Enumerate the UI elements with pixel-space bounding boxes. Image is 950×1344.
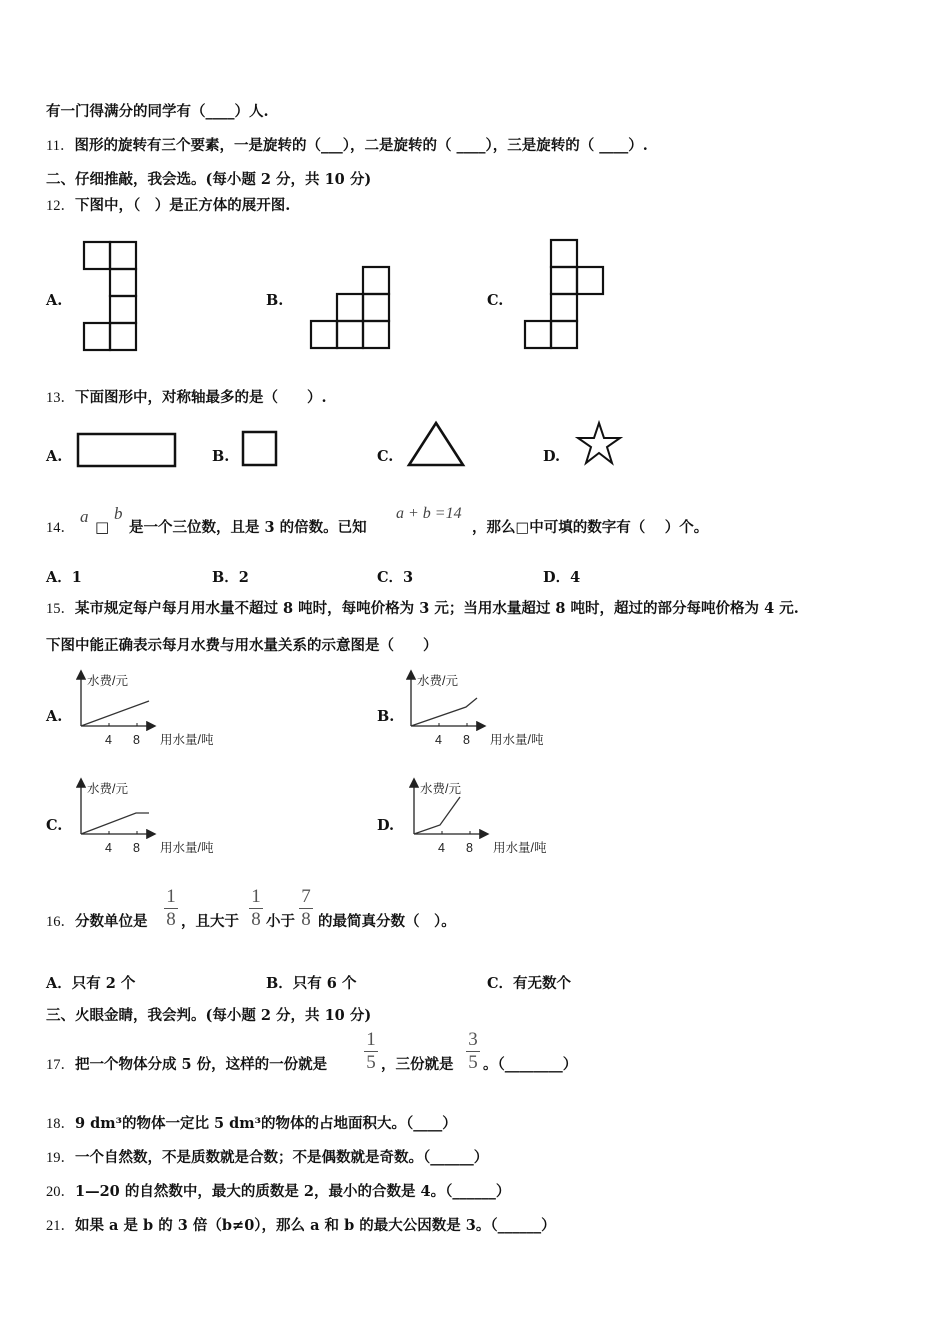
question-number: 19．	[46, 1150, 75, 1166]
question-text: 下面图形中，对称轴最多的是（ ）.	[75, 389, 327, 406]
tick-8: 8	[463, 733, 470, 747]
fraction-one-fifth: 1 5	[364, 1030, 378, 1073]
graph-d	[405, 776, 555, 860]
q16-text-2: ，且大于	[181, 913, 239, 930]
y-axis-label: 水费/元	[417, 674, 458, 688]
section-3-heading: 三、火眼金睛，我会判。(每小题 2 分，共 10 分)	[46, 1007, 372, 1024]
square-icon	[241, 430, 279, 468]
triangle-icon	[406, 420, 466, 468]
question-21	[46, 1216, 556, 1236]
section-2-heading: 二、仔细推敲，我会选。(每小题 2 分，共 10 分)	[46, 171, 372, 188]
question-number: 20．	[46, 1184, 75, 1200]
question-19	[46, 1148, 488, 1168]
rectangle-icon	[76, 432, 178, 468]
y-axis-label: 水费/元	[420, 782, 461, 796]
fraction-three-fifths: 3 5	[466, 1030, 480, 1073]
q15-option-a[interactable]: A.	[46, 708, 63, 725]
question-12	[46, 196, 290, 216]
question-20	[46, 1182, 510, 1202]
question-number: 17．	[46, 1057, 75, 1073]
question-number: 13．	[46, 390, 75, 406]
q10-tail: 有一门得满分的同学有（____）人.	[46, 103, 269, 120]
digit-box: □	[95, 518, 110, 536]
question-number: 16．	[46, 914, 75, 930]
question-number: 14．	[46, 520, 75, 536]
var-a: a	[80, 507, 89, 526]
question-17	[46, 1055, 327, 1075]
question-number: 18．	[46, 1116, 75, 1132]
cube-net-b-icon	[307, 263, 395, 353]
tick-4: 4	[435, 733, 442, 747]
q15-option-d[interactable]: D.	[377, 817, 395, 834]
question-text: 下图中，（ ）是正方体的展开图.	[75, 197, 291, 214]
q17-text-1: 把一个物体分成 5 份，这样的一份就是	[75, 1056, 328, 1073]
q13-option-c[interactable]: C.	[377, 448, 394, 465]
x-axis-label: 用水量/吨	[160, 841, 214, 855]
question-number: 15．	[46, 601, 75, 617]
q15-option-c[interactable]: C.	[46, 817, 63, 834]
q16-text-4: 的最简真分数（ ）。	[318, 913, 456, 930]
question-16	[46, 912, 148, 932]
graph-c	[72, 776, 222, 860]
q14-text-2: ，那么□中可填的数字有（ ）个。	[472, 519, 709, 536]
question-text: 一个自然数，不是质数就是合数；不是偶数就是奇数。（______）	[75, 1149, 489, 1166]
q12-option-a[interactable]: A.	[46, 292, 63, 309]
fraction-high: 7 8	[299, 887, 313, 930]
question-text: 9 dm³的物体一定比 5 dm³的物体的占地面积大。（____）	[75, 1115, 457, 1132]
question-text: 如果 a 是 b 的 3 倍（b≠0），那么 a 和 b 的最大公因数是 3。（______）	[75, 1217, 556, 1234]
graph-b	[402, 668, 552, 752]
question-number: 12．	[46, 198, 75, 214]
question-11	[46, 136, 648, 156]
q16-option-b[interactable]: B．只有 6 个	[266, 975, 357, 992]
tick-4: 4	[438, 841, 445, 855]
q13-option-a[interactable]: A.	[46, 448, 63, 465]
q14-option-c[interactable]: C．3	[377, 569, 414, 586]
cube-net-a-icon	[80, 238, 140, 354]
tick-8: 8	[133, 733, 140, 747]
question-15	[46, 599, 799, 619]
question-text: 1—20 的自然数中，最大的质数是 2，最小的合数是 4。（______）	[75, 1183, 511, 1200]
q14-text-1: 是一个三位数，且是 3 的倍数。已知	[129, 519, 367, 536]
tick-4: 4	[105, 841, 112, 855]
tick-8: 8	[466, 841, 473, 855]
question-14	[46, 518, 75, 538]
q14-option-a[interactable]: A．1	[46, 569, 82, 586]
graph-a	[72, 668, 222, 752]
fraction-unit: 1 8	[164, 887, 178, 930]
question-15-line2: 下图中能正确表示每月水费与用水量关系的示意图是（ ）	[46, 637, 438, 654]
q12-option-c[interactable]: C.	[487, 292, 504, 309]
question-text: 图形的旋转有三个要素，一是旋转的（___），二是旋转的（ ____），三是旋转的（ ____）.	[74, 137, 648, 154]
x-axis-label: 用水量/吨	[160, 733, 214, 747]
y-axis-label: 水费/元	[87, 674, 128, 688]
q16-text-3: 小于	[266, 913, 295, 930]
x-axis-label: 用水量/吨	[493, 841, 547, 855]
q16-option-c[interactable]: C．有无数个	[487, 975, 572, 992]
q12-option-b[interactable]: B.	[266, 292, 284, 309]
x-axis-label: 用水量/吨	[490, 733, 544, 747]
q16-option-a[interactable]: A．只有 2 个	[46, 975, 136, 992]
cube-net-c-icon	[521, 236, 611, 354]
q14-option-b[interactable]: B．2	[212, 569, 249, 586]
y-axis-label: 水费/元	[87, 782, 128, 796]
question-18	[46, 1114, 457, 1134]
tick-8: 8	[133, 841, 140, 855]
question-text-line1: 某市规定每户每月用水量不超过 8 吨时，每吨价格为 3 元；当用水量超过 8 吨时，超过的部分每吨价格为 4 元.	[75, 600, 799, 617]
var-b: b	[114, 504, 123, 523]
star-icon	[575, 420, 623, 468]
question-number: 21．	[46, 1218, 75, 1234]
q14-equation: a + b =14	[396, 505, 462, 522]
tick-4: 4	[105, 733, 112, 747]
q17-text-2: ，三份就是	[381, 1056, 454, 1073]
q13-option-b[interactable]: B.	[212, 448, 230, 465]
q16-text-1: 分数单位是	[75, 913, 148, 930]
question-13	[46, 388, 327, 408]
q13-option-d[interactable]: D.	[543, 448, 561, 465]
question-number: 11．	[46, 138, 75, 154]
q15-option-b[interactable]: B.	[377, 708, 395, 725]
fraction-low: 1 8	[249, 887, 263, 930]
q14-option-d[interactable]: D．4	[543, 569, 581, 586]
q17-text-3: 。（________）	[483, 1056, 578, 1073]
